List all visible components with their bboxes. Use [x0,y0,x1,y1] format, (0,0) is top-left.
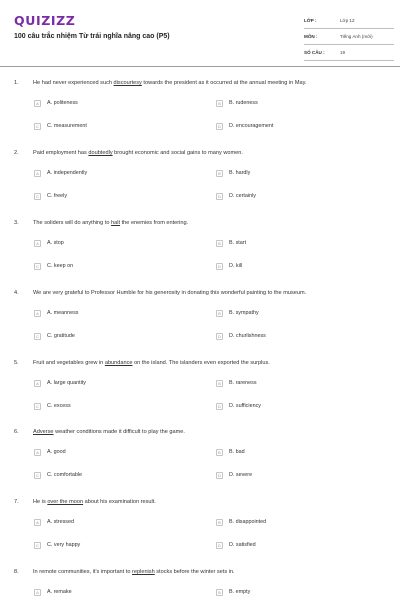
option-letter-box: A [34,240,41,247]
question-number: 4. [14,290,19,296]
option-b[interactable] [216,587,250,597]
question-text: Paid employment has doubtedly brought economic and social gains to many women. [33,150,243,156]
option-c[interactable] [34,331,75,341]
option-c[interactable] [34,540,80,550]
option-label: A. stop [47,240,64,246]
option-c[interactable] [34,191,67,201]
option-letter-box: C [34,123,41,130]
option-c[interactable] [34,121,87,131]
question-number: 6. [14,429,19,435]
meta-row-count [304,45,394,61]
option-label: A. stressed [47,519,74,525]
question-text: He had never experienced such discourtesy towards the president as it occurred at the annual meeting in May. [33,80,307,86]
option-a[interactable] [34,447,66,457]
option-letter-box: A [34,310,41,317]
option-letter-box: A [34,380,41,387]
option-label: D. satisfied [229,542,256,548]
option-letter-box: D [216,263,223,270]
option-label: D. churlishness [229,333,266,339]
question-number: 2. [14,150,19,156]
meta-row-subject [304,29,394,45]
option-b[interactable] [216,98,258,108]
option-letter-box: D [216,333,223,340]
option-letter-box: B [216,310,223,317]
option-a[interactable] [34,378,86,388]
meta-value: Lớp 12 [340,18,355,23]
option-label: B. disappointed [229,519,267,525]
option-letter-box: D [216,542,223,549]
option-a[interactable] [34,587,72,597]
option-letter-box: C [34,472,41,479]
option-label: B. rudeness [229,100,258,106]
option-label: C. very happy [47,542,81,548]
option-letter-box: D [216,403,223,410]
option-a[interactable] [34,168,87,178]
option-d[interactable] [216,331,266,341]
option-letter-box: B [216,519,223,526]
option-label: C. gratitude [47,333,75,339]
question-number: 5. [14,360,19,366]
option-label: B. empty [229,589,251,595]
option-letter-box: C [34,542,41,549]
option-label: C. freely [47,193,68,199]
option-letter-box: D [216,123,223,130]
option-label: A. meanness [47,310,79,316]
keyword: doubtedly [88,150,113,156]
option-letter-box: A [34,589,41,596]
question-text: Fruit and vegetables grew in abundance on the island. The islanders even exported the surplus. [33,360,270,366]
meta-table [304,13,394,61]
option-label: B. hardly [229,170,251,176]
option-label: B. start [229,240,247,246]
option-a[interactable] [34,238,64,248]
option-letter-box: B [216,449,223,456]
question-text: Adverse weather conditions made it difficult to play the game. [33,429,185,435]
option-letter-box: B [216,589,223,596]
keyword: replenish [132,569,155,575]
option-label: D. sufficiency [229,403,261,409]
question-number: 7. [14,499,19,505]
question-text: In remote communities, it's important to replenish stocks before the winter sets in. [33,569,235,575]
option-c[interactable] [34,470,82,480]
option-a[interactable] [34,308,78,318]
keyword: abundance [104,360,133,366]
keyword: halt [111,220,121,226]
question-text: He is over the moon about his examination result. [33,499,156,505]
keyword: Adverse [33,429,54,435]
option-a[interactable] [34,98,78,108]
option-d[interactable] [216,470,252,480]
option-label: B. bad [229,449,245,455]
option-c[interactable] [34,401,71,411]
option-letter-box: D [216,193,223,200]
option-label: A. remake [47,589,72,595]
option-letter-box: A [34,100,41,107]
meta-value: Tiếng Anh (mới) [340,34,373,39]
option-letter-box: A [34,170,41,177]
option-label: D. certainly [229,193,256,199]
option-letter-box: B [216,170,223,177]
document-title: 100 câu trắc nhiệm Từ trái nghĩa nâng cao (P5) [14,33,170,40]
option-letter-box: B [216,380,223,387]
option-letter-box: C [34,333,41,340]
option-c[interactable] [34,261,73,271]
option-label: D. encouragement [229,123,274,129]
option-label: C. comfortable [47,472,83,478]
option-b[interactable] [216,238,246,248]
question-text: The soliders will do anything to halt the enemies from entering. [33,220,189,226]
meta-value: 19 [340,50,346,55]
option-label: C. keep on [47,263,74,269]
option-b[interactable] [216,308,259,318]
meta-key: MÔN : [304,34,318,39]
option-label: A. politeness [47,100,78,106]
option-letter-box: B [216,100,223,107]
header-divider [0,66,400,67]
option-label: A. large quantity [47,380,86,386]
option-d[interactable] [216,261,242,271]
option-label: D. severe [229,472,253,478]
question-number: 8. [14,569,19,575]
option-label: C. excess [47,403,71,409]
option-letter-box: C [34,403,41,410]
meta-key: LỚP : [304,18,317,23]
option-b[interactable] [216,447,245,457]
option-b[interactable] [216,168,250,178]
option-letter-box: D [216,472,223,479]
option-label: A. independently [47,170,88,176]
option-a[interactable] [34,517,74,527]
keyword: discourtesy [113,80,142,86]
quizizz-logo: QUIZIZZ [14,13,76,28]
option-b[interactable] [216,517,266,527]
option-d[interactable] [216,401,261,411]
keyword: over the moon [47,499,84,505]
meta-key: SỐ CÂU : [304,50,325,55]
option-label: B. sympathy [229,310,259,316]
option-letter-box: A [34,449,41,456]
option-label: D. kill [229,263,243,269]
option-label: A. good [47,449,66,455]
option-d[interactable] [216,191,256,201]
question-text: We are very grateful to Professor Humble for his generosity in donating this wonderful painting to the museum. [33,290,307,296]
option-letter-box: A [34,519,41,526]
option-label: C. measurement [47,123,87,129]
option-d[interactable] [216,121,273,131]
option-letter-box: B [216,240,223,247]
question-number: 3. [14,220,19,226]
meta-row-class [304,13,394,29]
option-letter-box: C [34,193,41,200]
question-number: 1. [14,80,19,86]
option-label: B. rareness [229,380,257,386]
option-d[interactable] [216,540,256,550]
option-letter-box: C [34,263,41,270]
option-b[interactable] [216,378,257,388]
